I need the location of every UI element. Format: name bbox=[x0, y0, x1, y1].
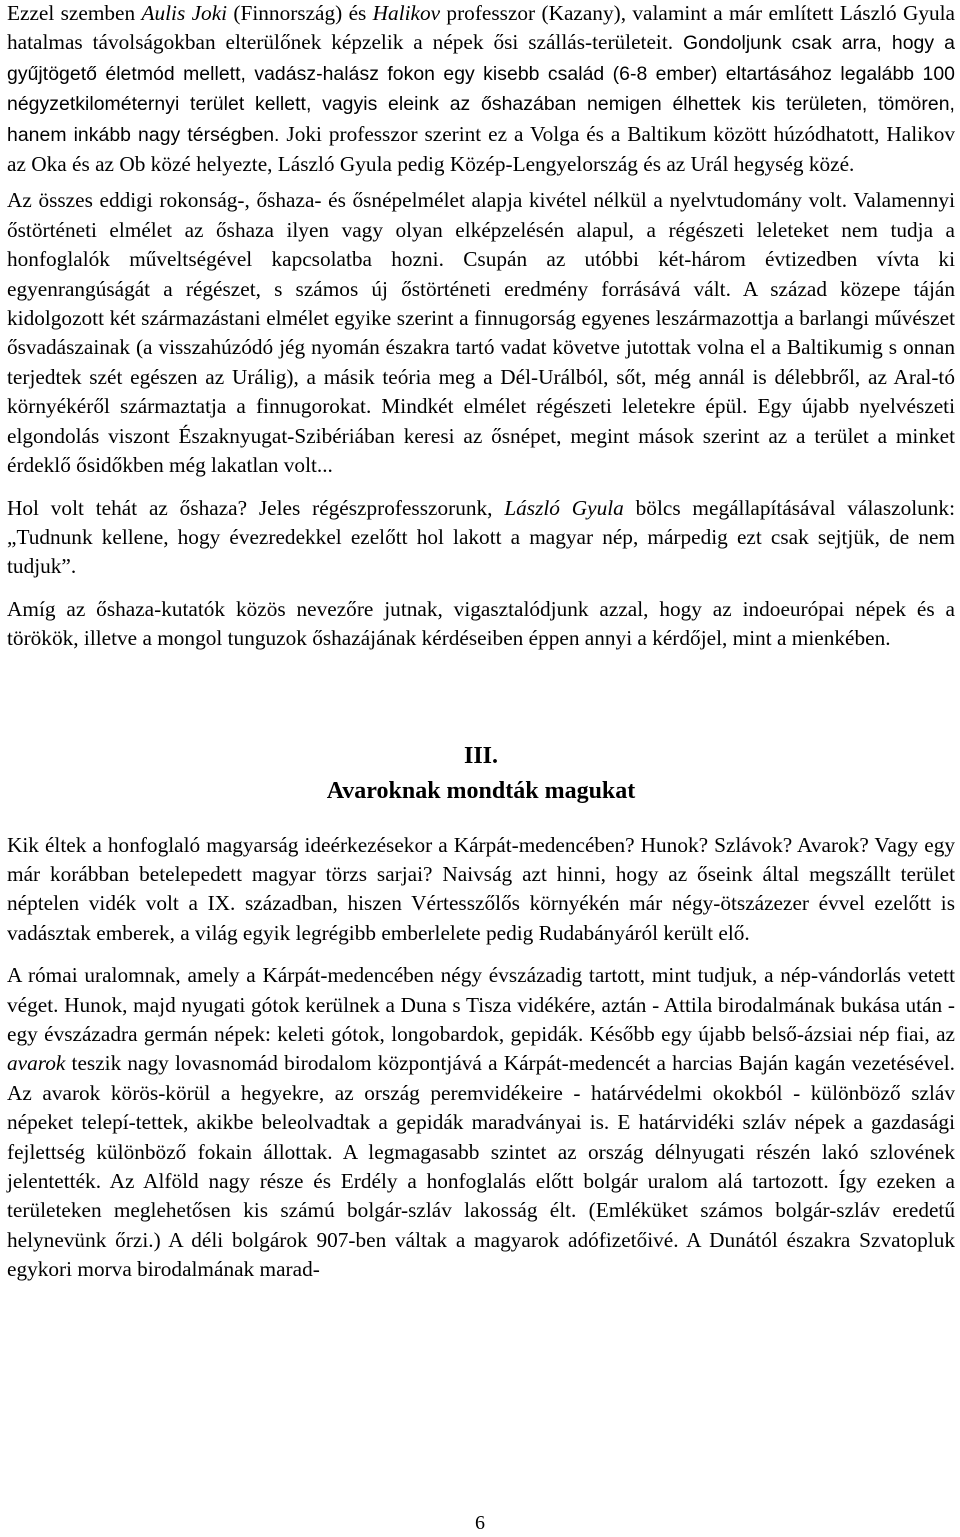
paragraph-roman-rule bbox=[7, 961, 955, 1284]
text-run: (Finnország) és bbox=[227, 1, 373, 25]
text-run: Hol volt tehát az őshaza? Jeles régészprofesszorunk, bbox=[7, 495, 505, 520]
paragraph-inhabitants: Kik éltek a honfoglaló magyarság ideérkezésekor a Kárpát-medencében? Hunok? Szlávok? Avarok? Vagy egy már korábban betelepedett magyar törzs sarjai? Naivság azt hinni, hogy az őseink által megszállt terület néptelen vidék volt a IX. században, hiszen Vértesszőlős környékén már négy-ötszázezer évvel ezelőtt is vadásztak emberek, a világ egyik legrégibb emberlelete pedig Rudabányáról került elő. bbox=[7, 832, 955, 945]
section-number: III. bbox=[463, 742, 499, 769]
people-name-italic: avarok bbox=[7, 1051, 66, 1076]
text-run: Joki professzor szerint ez a Volga és a Baltikum között húzódhatott, Halikov az Oka és az Ob közé helyezte, László Gyula pedig Közép-Lengyelország és az Urál hegység közé. bbox=[7, 121, 955, 177]
section-title: Avaroknak mondták magukat bbox=[326, 777, 636, 804]
paragraph-linguistics: Az összes eddigi rokonság-, őshaza- és ősnépelmélet alapja kivétel nélkül a nyelvtudomány volt. Valamennyi őstörténeti elmélet az őshaza ilyen vagy olyan elképzelésén alapul, a régészeti leleteket nem tudja a honfoglalók műveltségével kapcsolatba hozni. Csupán az utóbbi két-három évtizedben vívta ki egyenrangúságát a régészet, s számos új őstörténeti eredmény forrásává vált. A század közepe táján kidolgozott két származástani elmélet egyike szerint a finnugorság egyenes leszármazottja a barlangi művészet ősvadászainak (a visszahúzódó jég nyomán északra tartó vadat követve jutottak volna el a Baltikumig s onnan terjedtek szét egészen az Urálig), a másik teória meg a Dél-Urálból, sőt, még annál is délebbről, az Aral-tó környékéről származtatja a finnugorokat. Mindkét elmélet régészeti leletekre épül. Egy újabb nyelvészeti elgondolás viszont Északnyugat-Szibériában keresi az ősnépet, megint mások szerint az a terület a minket érdeklő ősidőkben még lakatlan volt... bbox=[7, 188, 955, 478]
sans-serif-text-run: Gondoljunk csak arra, hogy a gyűjtögető életmód mellett, vadász-halász fokon egy kisebb család (6-8 ember) eltartásához legalább 100 négyzetkilométernyi terület kellett, vagyis eleink az őshazában nemigen élhettek kis területen, tömören, hanem inkább nagy térségben. bbox=[7, 32, 955, 146]
text-run: teszik nagy lovasnomád birodalom központjává a Kárpát-medencét a harcias Baján kagán vezetésével. Az avarok körös-körül a hegyekre, az ország peremvidékeire - határvédelmi okokból - különböző szláv népeket telepí-tettek, akikbe beleolvadtak a gepidák maradványai is. E határvidéki szláv népek a gazdasági fejlettség különböző fokain állottak. A legmagasabb szintet az ország délnyugati részén lakó szlovének jelentették. Az Alföld nagy része és Erdély a honfoglalás előtt bolgár uralom alá tartozott. Így ezeken a területeken meglehetősen kis számú bolgár-szláv lakosság élt. (Emléküket számos bolgár-szláv eredetű helynevünk őrzi.) A déli bolgárok 907-ben váltak a magyarok adófizetőivé. A Dunától északra Szvatopluk egykori morva birodalmának marad- bbox=[7, 1051, 955, 1282]
document-page bbox=[7, 0, 955, 1285]
paragraph-origin-theories bbox=[7, 0, 955, 179]
paragraph-where-homeland bbox=[7, 494, 955, 582]
person-name-italic: Halikov bbox=[372, 1, 441, 25]
page-number: 6 bbox=[475, 1512, 485, 1534]
text-run: Ezzel szemben bbox=[7, 1, 142, 25]
person-name-italic: Aulis Joki bbox=[141, 1, 228, 25]
paragraph-consolation: Amíg az őshaza-kutatók közös nevezőre jutnak, vigasztalódjunk azzal, hogy az indoeurópai népek és a törökök, illetve a mongol tunguzok őshazájának kérdéseiben éppen annyi a kérdőjel, mint a mienkében. bbox=[7, 596, 955, 651]
text-run: professzor (Kazany), valamint a már említett László Gyula hatalmas távolságokban elterülőnek képzelik a népek ősi szállás-területeit. bbox=[7, 1, 955, 55]
text-run: bölcs megállapításával válaszolunk: „Tudnunk kellene, hogy évezredekkel ezelőtt hol lakott a magyar nép, márpedig ezt csak sejtjük, de nem tudjuk”. bbox=[7, 495, 955, 579]
text-run: A római uralomnak, amely a Kárpát-medencében négy évszázadig tartott, mint tudjuk, a nép-vándorlás vetett véget. Hunok, majd nyugati gótok kerülnek a Duna s Tisza vidékére, aztán - Attila birodalmának bukása után - egy évszázadra germán népek: keleti gótok, longobardok, gepidák. Később egy újabb belső-ázsiai nép fiai, az bbox=[7, 963, 955, 1046]
person-name-italic: László Gyula bbox=[504, 495, 624, 520]
